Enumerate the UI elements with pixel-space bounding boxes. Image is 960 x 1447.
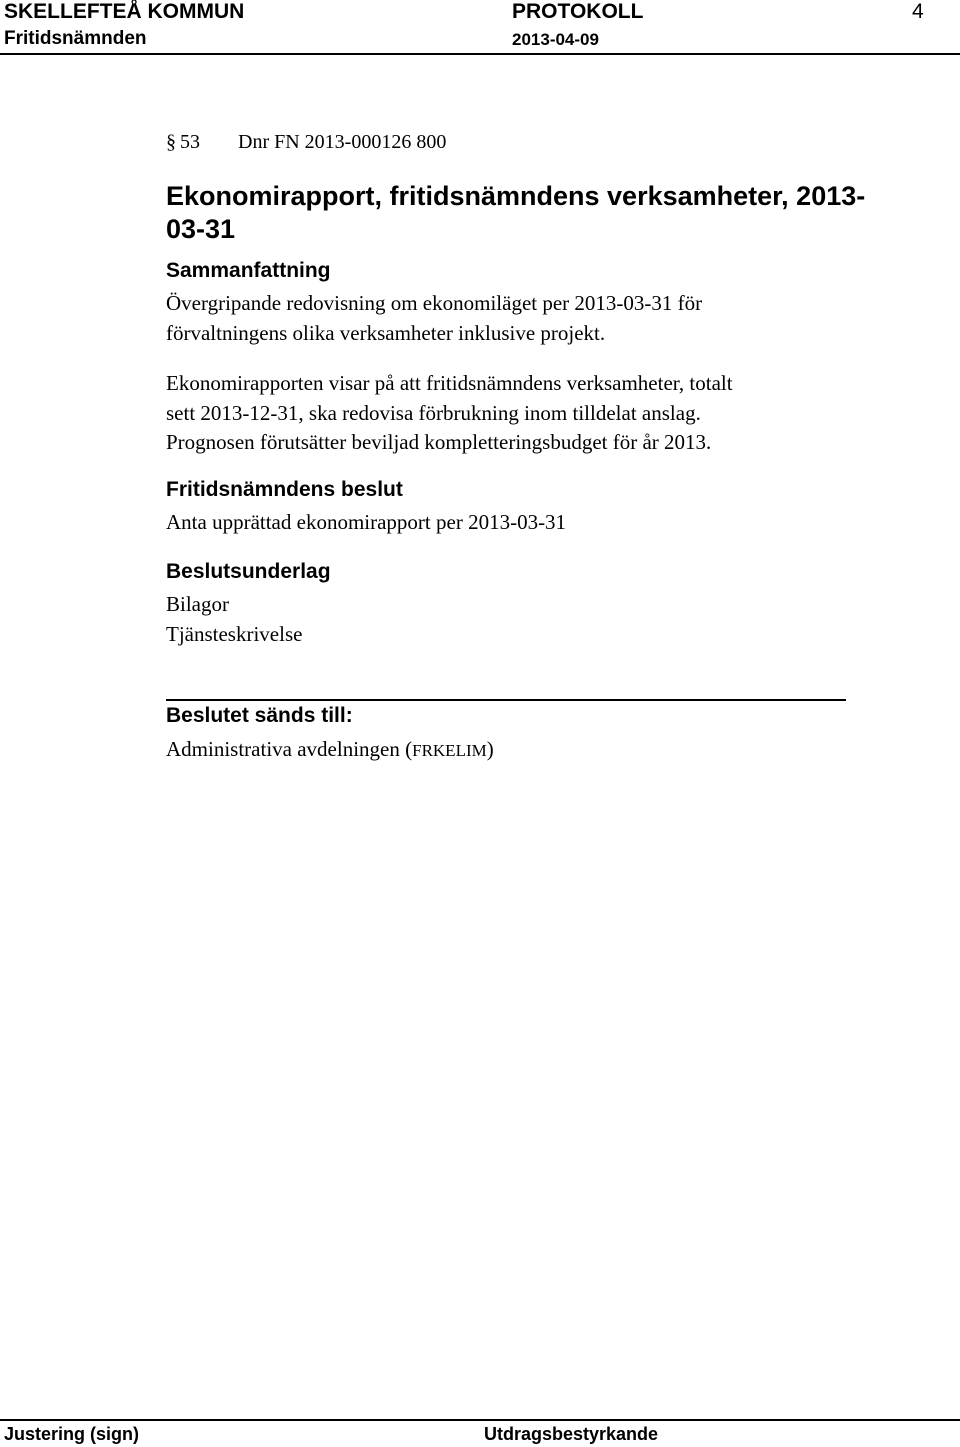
board-name: Fritidsnämnden	[4, 28, 147, 49]
sent-to-divider	[166, 699, 846, 701]
footer-certification-label: Utdragsbestyrkande	[484, 1424, 659, 1444]
summary-p1-line-1: Övergripande redovisning om ekonomiläget per 2013-03-31 för	[166, 291, 703, 315]
document-type: PROTOKOLL	[512, 0, 644, 23]
summary-heading: Sammanfattning	[166, 259, 331, 282]
summary-p2-line-3: Prognosen förutsätter beviljad kompletteringsbudget för år 2013.	[166, 430, 712, 454]
recipient-code: FRKELIM	[412, 741, 487, 760]
recipient-name: Administrativa avdelningen (	[166, 737, 413, 761]
basis-item: Bilagor	[166, 592, 229, 616]
section-symbol: §	[166, 131, 176, 153]
page-number: 4	[912, 0, 924, 23]
basis-heading: Beslutsunderlag	[166, 560, 331, 583]
decision-text: Anta upprättad ekonomirapport per 2013-03-31	[166, 510, 567, 534]
summary-paragraph-2	[166, 369, 733, 458]
header-divider	[0, 53, 960, 55]
sent-to-recipient	[166, 735, 494, 766]
summary-p2-line-1: Ekonomirapporten visar på att fritidsnämndens verksamheter, totalt	[166, 371, 733, 395]
basis-item: Tjänsteskrivelse	[166, 621, 303, 646]
diary-number: Dnr FN 2013-000126 800	[238, 131, 447, 153]
basis-list	[166, 590, 302, 649]
footer-divider	[0, 1419, 960, 1421]
summary-p1-line-2: förvaltningens olika verksamheter inklusive projekt.	[166, 320, 606, 345]
document-title: Ekonomirapport, fritidsnämndens verksamheter, 2013-03-31	[166, 181, 866, 244]
organization-name: SKELLEFTEÅ KOMMUN	[4, 0, 245, 23]
sent-to-heading: Beslutet sänds till:	[166, 704, 353, 727]
meeting-date: 2013-04-09	[512, 30, 599, 49]
summary-paragraph-1	[166, 289, 702, 348]
case-line	[166, 131, 446, 154]
summary-p2-line-2: sett 2013-12-31, ska redovisa förbrukning inom tilldelat anslag.	[166, 400, 701, 425]
recipient-close: )	[486, 737, 494, 761]
section-number: 53	[180, 131, 200, 153]
footer-signature-label: Justering (sign)	[4, 1424, 140, 1444]
decision-heading: Fritidsnämndens beslut	[166, 478, 403, 501]
